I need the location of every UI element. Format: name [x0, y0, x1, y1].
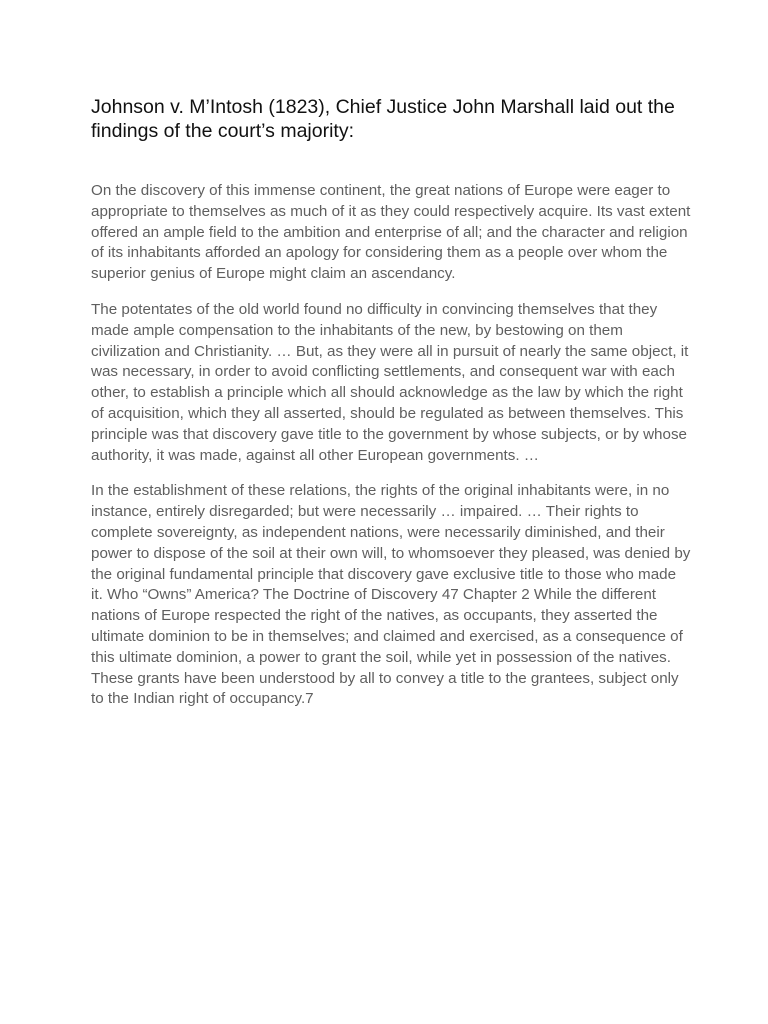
page-title: Johnson v. M’Intosh (1823), Chief Justice John Marshall laid out the findings of the court’s majority: — [91, 96, 675, 142]
paragraph-1: On the discovery of this immense continent, the great nations of Europe were eager to appropriate to themselves as much of it as they could respectively acquire. Its vast extent offered an ample field to the ambition and enterprise of all; and the character and religion of its inhabitants afforded an apology for considering them as a people over whom the superior genius of Europe might claim an ascendancy. — [91, 182, 691, 283]
document-body — [91, 181, 691, 725]
paragraph-3: In the establishment of these relations, the rights of the original inhabitants were, in no instance, entirely disregarded; but were necessarily … impaired. … Their rights to complete sovereignty, as independent nations, were necessarily diminished, and their power to dispose of the soil at their own will, to whomsoever they pleased, was denied by the original fundamental principle that discovery gave exclusive title to those who made it. Who “Owns” America? The Doctrine of Discovery 47 Chapter 2 While the different nations of Europe respected the right of the natives, as occupants, they asserted the ultimate dominion to be in themselves; and claimed and exercised, as a consequence of this ultimate dominion, a power to grant the soil, while yet in possession of the natives. These grants have been understood by all to convey a title to the grantees, subject only to the Indian right of occupancy.7 — [91, 482, 691, 708]
paragraph-2: The potentates of the old world found no difficulty in convincing themselves that they made ample compensation to the inhabitants of the new, by bestowing on them civilization and Christianity. … But, as they were all in pursuit of nearly the same object, it was necessary, in order to avoid conflicting settlements, and consequent war with each other, to establish a principle which all should acknowledge as the law by which the right of acquisition, which they all asserted, should be regulated as between themselves. This principle was that discovery gave title to the government by whose subjects, or by whose authority, it was made, against all other European governments. … — [91, 300, 689, 464]
